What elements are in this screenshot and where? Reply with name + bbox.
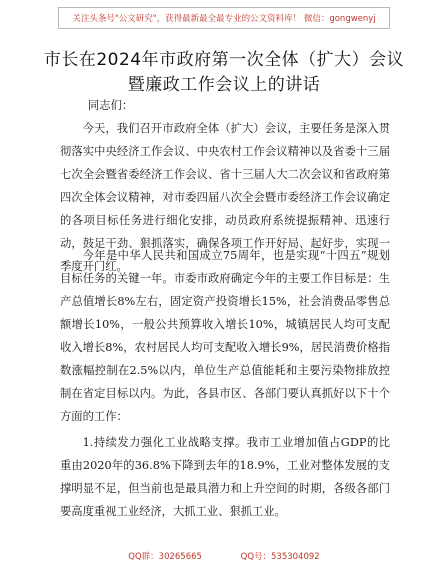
promo-banner: 关注头条号"公文研究"，获得最新最全最专业的公文资料库！ 微信：gongwenyj — [58, 7, 390, 29]
paragraph-2 — [60, 244, 390, 428]
paragraph-text: 1.持续发力强化工业战略支撑。我市工业增加值占GDP的比重由2020年的36.8%下降到去年的18.9%，工业对整体发展的支撑明显不足，但当前也是最具潜力和上升空间的时期，各级各部门要高度重视工业经济，大抓工业、狠抓工业。 — [60, 436, 390, 518]
salutation-text: 同志们： — [88, 99, 134, 112]
paragraph-text: 今年是中华人民共和国成立75周年，也是实现“十四五”规划目标任务的关键一年。市委市政府确定今年的主要工作目标是：生产总值增长8%左右，固定资产投资增长15%，社会消费品零售总额增长10%，一般公共预算收入增长10%，城镇居民人均可支配收入增长8%，农村居民人均可支配收入增长9%，居民消费价格指数涨幅控制在2.5%以内，单位生产总值能耗和主要污染物排放控制在省定目标以内。为此，各县市区、各部门要认真抓好以下十个方面的工作： — [60, 249, 390, 423]
qq-group-text: QQ群：30265665 — [128, 552, 202, 562]
paragraph-3 — [60, 431, 390, 523]
salutation — [88, 94, 418, 117]
contact-footer — [0, 550, 448, 562]
paragraph-text: 今天，我们召开市政府全体（扩大）会议，主要任务是深入贯彻落实中央经济工作会议、中央农村工作会议精神以及省委十三届七次全会暨省委经济工作会议、省十三届人大二次会议和省政府第四次全体会议精神，对市委四届八次全会暨市委经济工作会议确定的各项目标任务进行细化安排，动员政府系统提振精神、迅速行动，鼓足干劲、狠抓落实，确保各项工作开好局、起好步，实现一季度开门红。 — [60, 122, 390, 273]
document-title-line-2: 暨廉政工作会议上的讲话 — [127, 75, 321, 95]
document-title-line-1: 市长在2024年市政府第一次全体（扩大）会议 — [43, 50, 405, 70]
qq-number-text: QQ号：535304092 — [240, 552, 320, 562]
